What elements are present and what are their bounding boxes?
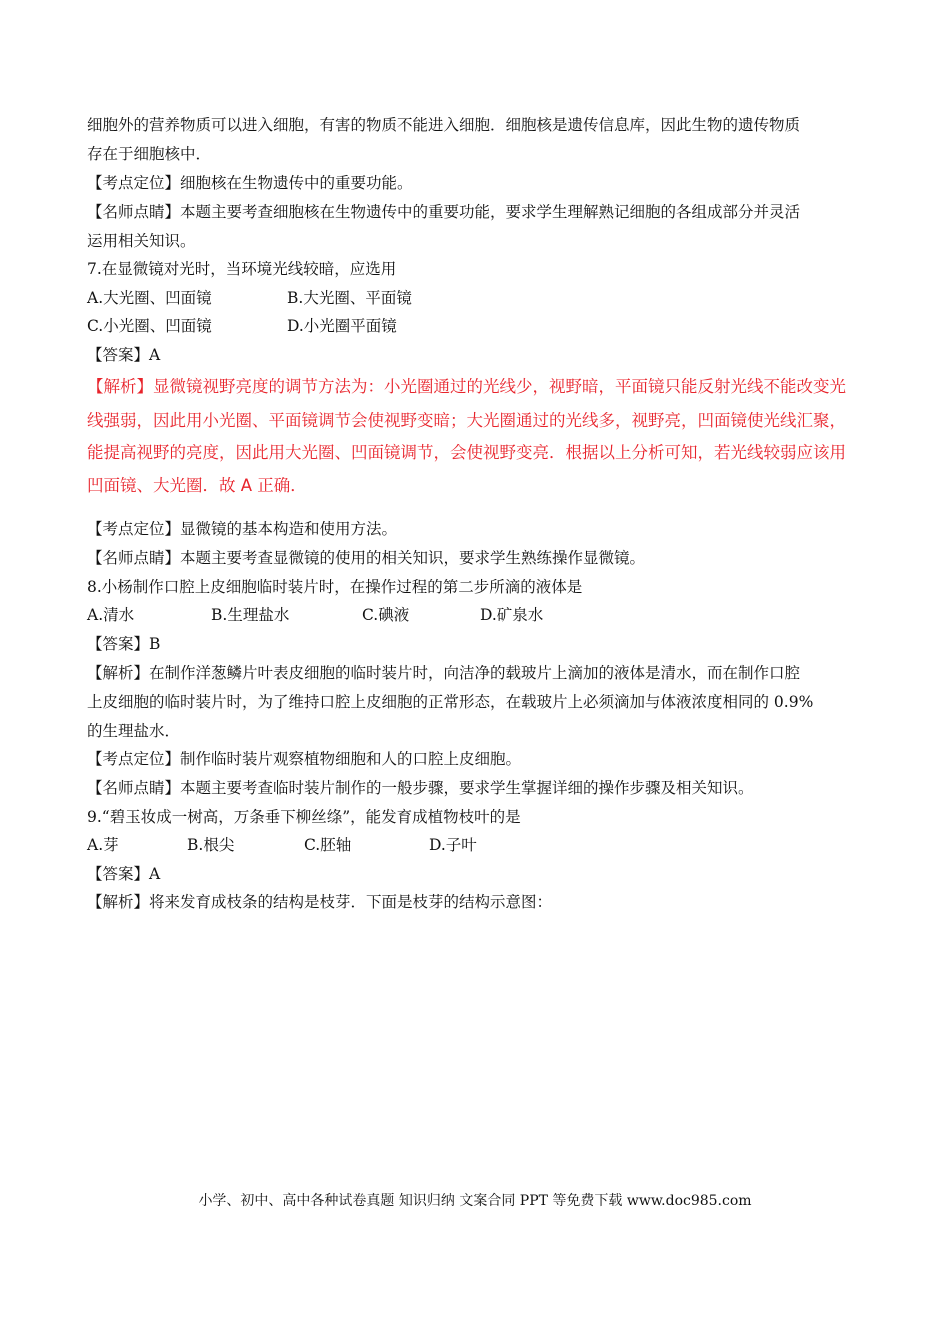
q8-option-b: B.生理盐水 xyxy=(211,606,290,624)
question-9: 9.“碧玉妆成一树高，万条垂下柳丝绦”，能发育成植物枝叶的是 xyxy=(87,808,521,826)
q9-option-a: A.芽 xyxy=(87,836,119,854)
q7-mingshi: 【名师点睛】本题主要考查显微镜的使用的相关知识，要求学生熟练操作显微镜。 xyxy=(87,549,646,567)
q7-analysis-line: 线强弱，因此用小光圈、平面镜调节会使视野变暗；大光圈通过的光线多，视野亮，凹面镜使光线汇聚， xyxy=(87,411,846,430)
q7-analysis-line: 凹面镜、大光圈．故 A 正确． xyxy=(87,476,307,495)
page-footer: 小学、初中、高中各种试卷真题 知识归纳 文案合同 PPT 等免费下载 www.doc985.com xyxy=(198,1193,752,1209)
q8-analysis-line: 的生理盐水． xyxy=(87,722,181,740)
kaodian-label: 【考点定位】细胞核在生物遗传中的重要功能。 xyxy=(87,174,413,192)
mingshi-label: 【名师点睛】本题主要考查细胞核在生物遗传中的重要功能，要求学生理解熟记细胞的各组成部分并灵活 xyxy=(87,203,801,221)
q7-option-a: A.大光圈、凹面镜 xyxy=(87,289,212,307)
q8-analysis-line: 上皮细胞的临时装片时，为了维持口腔上皮细胞的正常形态，在载玻片上必须滴加与体液浓度相同的 0.9% xyxy=(87,693,814,711)
q8-analysis-line: 【解析】在制作洋葱鳞片叶表皮细胞的临时装片时，向洁净的载玻片上滴加的液体是清水，而在制作口腔 xyxy=(87,664,801,682)
q8-answer: 【答案】B xyxy=(87,635,161,653)
q7-analysis-line: 能提高视野的亮度，因此用大光圈、凹面镜调节，会使视野变亮．根据以上分析可知，若光线较弱应该用 xyxy=(87,443,846,462)
q7-kaodian: 【考点定位】显微镜的基本构造和使用方法。 xyxy=(87,520,398,538)
q8-kaodian: 【考点定位】制作临时装片观察植物细胞和人的口腔上皮细胞。 xyxy=(87,750,522,768)
q7-analysis-line: 【解析】显微镜视野亮度的调节方法为：小光圈通过的光线少，视野暗，平面镜只能反射光线不能改变光 xyxy=(87,377,846,396)
q8-option-a: A.清水 xyxy=(87,606,135,624)
q9-answer: 【答案】A xyxy=(87,865,161,883)
paragraph-line: 存在于细胞核中． xyxy=(87,145,212,163)
q9-option-c: C.胚轴 xyxy=(304,836,352,854)
q7-option-b: B.大光圈、平面镜 xyxy=(287,289,412,307)
paragraph-line: 细胞外的营养物质可以进入细胞，有害的物质不能进入细胞．细胞核是遗传信息库，因此生物的遗传物质 xyxy=(87,116,801,134)
q7-option-c: C.小光圈、凹面镜 xyxy=(87,317,212,335)
q8-option-c: C.碘液 xyxy=(362,606,410,624)
q9-analysis-line: 【解析】将来发育成枝条的结构是枝芽．下面是枝芽的结构示意图： xyxy=(87,893,553,911)
question-7: 7.在显微镜对光时，当环境光线较暗，应选用 xyxy=(87,260,397,278)
q7-option-d: D.小光圈平面镜 xyxy=(287,317,397,335)
q7-answer: 【答案】A xyxy=(87,346,161,364)
q9-option-b: B.根尖 xyxy=(187,836,235,854)
q8-mingshi: 【名师点睛】本题主要考查临时装片制作的一般步骤，要求学生掌握详细的操作步骤及相关知识。 xyxy=(87,779,754,797)
q9-option-d: D.子叶 xyxy=(429,836,477,854)
question-8: 8.小杨制作口腔上皮细胞临时装片时，在操作过程的第二步所滴的液体是 xyxy=(87,578,583,596)
q8-option-d: D.矿泉水 xyxy=(480,606,544,624)
paragraph-line: 运用相关知识。 xyxy=(87,232,196,250)
